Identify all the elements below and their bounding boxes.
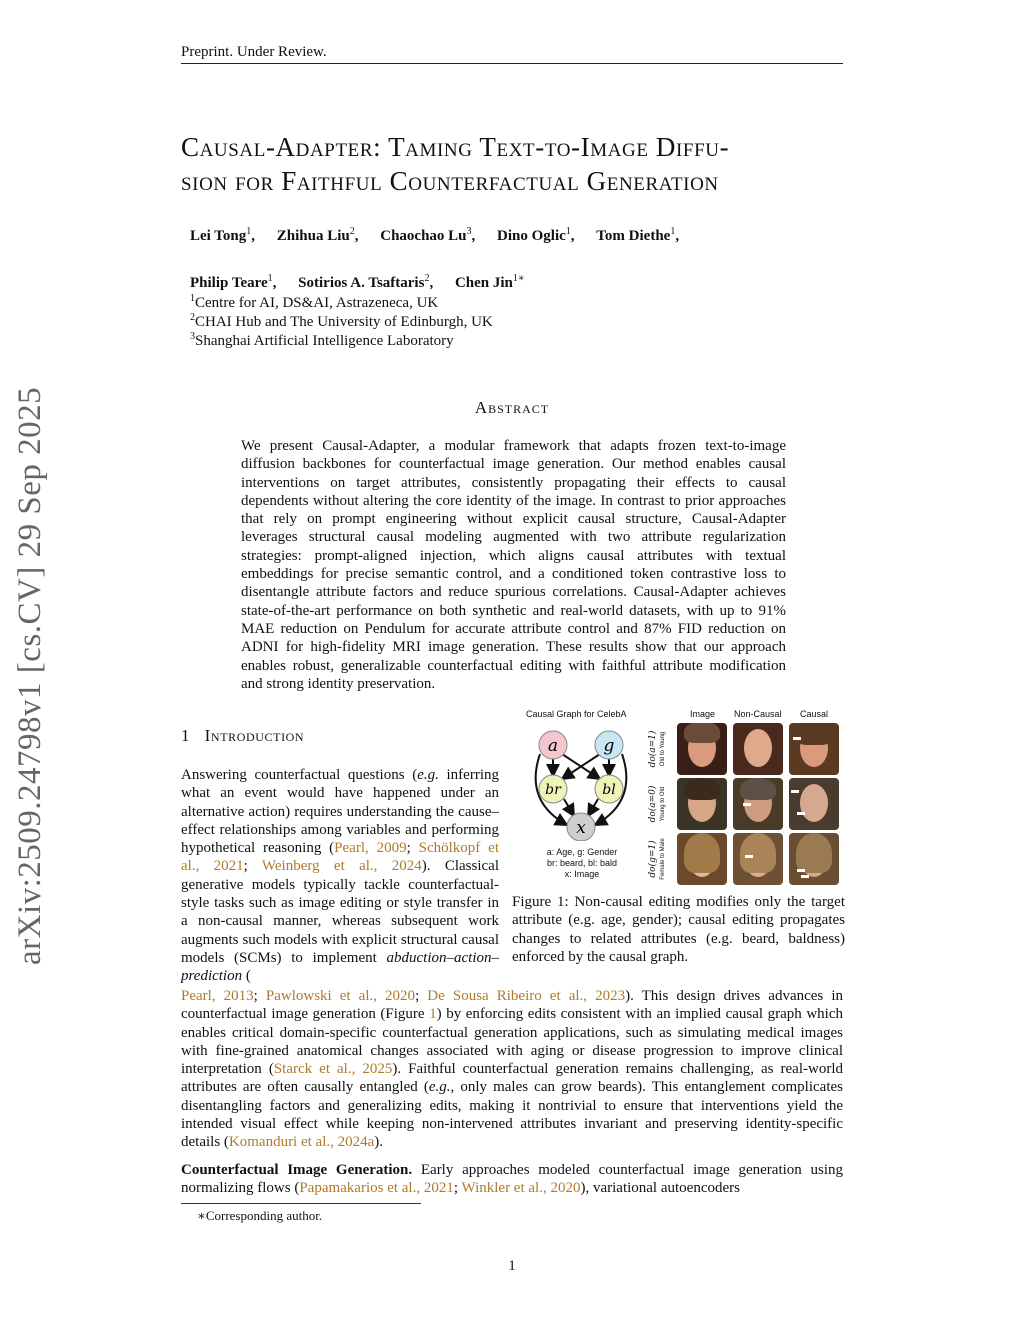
footnote-divider	[181, 1203, 421, 1204]
node-x-label: x	[576, 818, 586, 838]
citation-link[interactable]: Pawlowski et al., 2020	[265, 988, 416, 1004]
face-image	[789, 778, 839, 830]
column-header: Causal	[800, 709, 829, 719]
intro-paragraph-1: Answering counterfactual questions (e.g. inferring what an event would have happened under an alternative action) requires understanding the cause–effect relationships among variables and performing hypothetical reasoning (Pearl, 2009; Schölkopf et al., 2021; Weinberg et al., 2024). Classical generative models typically tackle counterfactual-style tasks such as image editing or style transfer in a non-causal manner, whereas subsequent work augments such models with explicit structural causal models (SCMs) to implement abduction–action–prediction (	[181, 767, 500, 985]
citation-link[interactable]: Weinberg et al., 2024	[261, 858, 422, 875]
causal-graph	[512, 721, 642, 841]
citation-link[interactable]: Komanduri et al., 2024a	[228, 1134, 375, 1151]
author: Chaochao Lu$^3$,	[380, 226, 476, 244]
causal-graph-title: Causal Graph for CelebA	[526, 709, 627, 719]
author: Zhihua Liu$^2$,	[276, 226, 359, 244]
citation-link[interactable]: Starck et al., 2025	[273, 1061, 393, 1078]
section-heading: 1 Introduction	[181, 726, 305, 745]
face-image	[677, 778, 727, 830]
citation-link[interactable]: Schölkopf et al., 2021	[181, 840, 499, 875]
citation-link[interactable]: Winkler et al., 2020	[461, 1180, 581, 1197]
author: Tom Diethe$^1$,	[596, 226, 680, 244]
author: Sotirios A. Tsaftaris$^2$,	[298, 273, 434, 291]
face-image	[733, 723, 783, 775]
figure-1-caption: Figure 1: Non-causal editing modifies only the target attribute (e.g. age, gender); causal editing propagates changes to related attributes (e.g. beard, baldness) enforced by the causal graph.	[512, 894, 845, 965]
author: Chen Jin$^{1∗}$	[454, 273, 525, 291]
intro-paragraph-3: Counterfactual Image Generation. Early approaches modeled counterfactual image generation using normalizing flows (Papamakarios et al., 2021; Winkler et al., 2020), variational autoencoders	[181, 1162, 843, 1197]
title-line-2: sion for Faithful Counterfactual Generation	[181, 166, 719, 196]
face-image	[677, 723, 727, 775]
affiliation: $^1$Centre for AI, DS&AI, Astrazeneca, UK	[190, 293, 439, 311]
citation-link[interactable]: De Sousa Ribeiro et al., 2023	[427, 988, 626, 1004]
authors-row-2	[190, 273, 840, 292]
author: Dino Oglic$^1$,	[497, 226, 575, 244]
page-header: Preprint. Under Review.	[181, 44, 843, 64]
authors-row-1	[190, 226, 840, 245]
face-image	[789, 723, 839, 775]
face-image	[733, 778, 783, 830]
abstract-body: We present Causal-Adapter, a modular framework that adapts frozen text-to-image diffusion backbones for counterfactual image generation. Our method enables causal interventions on target attributes, consistently propagating their effects to causal dependents without altering the core identity of the image. In contrast to prior approaches that rely on prompt engineering without explicit causal structure, Causal-Adapter leverages structural causal modeling augmented with two attribute regularization strategies: prompt-aligned injection, which aligns causal attributes with textual embeddings for precise semantic control, and a conditioned token contrastive loss to disentangle attribute factors and reduce spurious correlations. Causal-Adapter achieves state-of-the-art performance on both synthetic and real-world datasets, with up to 91% MAE reduction on Pendulum for accurate attribute control and 87% FID reduction on ADNI for high-fidelity MRI image generation. These results show that our approach enables robust, generalizable counterfactual editing with faithful attribute modification and strong identity preservation.	[241, 438, 786, 692]
node-br-label: br	[545, 782, 561, 798]
graph-legend: a: Age, g: Gender br: beard, bl: bald x: Image	[546, 847, 618, 879]
author: Lei Tong$^1$,	[190, 226, 256, 244]
author: Philip Teare$^1$,	[190, 273, 277, 291]
row-label: do(g=1) Female to Male	[648, 838, 666, 880]
column-header: Image	[690, 709, 716, 719]
node-g-label: g	[603, 736, 615, 756]
face-image	[789, 833, 839, 885]
column-header: Non-Causal	[734, 709, 782, 719]
face-image	[733, 833, 783, 885]
citation-link[interactable]: Pearl, 2009	[334, 840, 407, 857]
citation-link[interactable]: Papamakarios et al., 2021	[299, 1180, 454, 1197]
face-image	[677, 833, 727, 885]
affiliation: $^2$CHAI Hub and The University of Edinburgh, UK	[190, 312, 493, 330]
row-label: do(a=1) Old to Young	[648, 730, 666, 768]
figure-1	[512, 707, 845, 892]
arxiv-identifier[interactable]: arXiv:2509.24798v1 [cs.CV] 29 Sep 2025	[12, 386, 48, 965]
node-a-label: a	[547, 736, 559, 756]
citation-link[interactable]: Pearl, 2013	[181, 988, 254, 1004]
node-bl-label: bl	[602, 782, 616, 798]
title-line-1: Causal-Adapter: Taming Text-to-Image Diffu-	[181, 132, 730, 162]
page-number: 1	[508, 1258, 516, 1274]
intro-paragraph-2: Pearl, 2013; Pawlowski et al., 2020; De Sousa Ribeiro et al., 2023). This design drives advances in counterfactual image generation (Figure 1) by enforcing edits consistent with an implied causal graph which enables critical domain-specific counterfactual generation applications, such as simulating medical images with fine-grained anatomical changes associated with aging or disease progression to improve clinical interpretation (Starck et al., 2025). Faithful counterfactual generation remains challenging, as real-world attributes are often causally entangled (e.g., only males can grow beards). This entanglement complicates disentangling factors and generalizing edits, making it nontrivial to ensure that interventions yield the intended visual effect while keeping non-intervened attributes invariant and preserving identity-specific details (Komanduri et al., 2024a).	[181, 988, 843, 1151]
paper-title	[181, 130, 851, 198]
figure-ref-link[interactable]: 1	[429, 1006, 437, 1023]
affiliation: $^3$Shanghai Artificial Intelligence Laboratory	[190, 331, 454, 349]
row-label: do(a=0) Young to Old	[648, 785, 666, 823]
abstract-heading: Abstract	[474, 398, 550, 417]
footnote: ∗Corresponding author.	[197, 1208, 323, 1223]
